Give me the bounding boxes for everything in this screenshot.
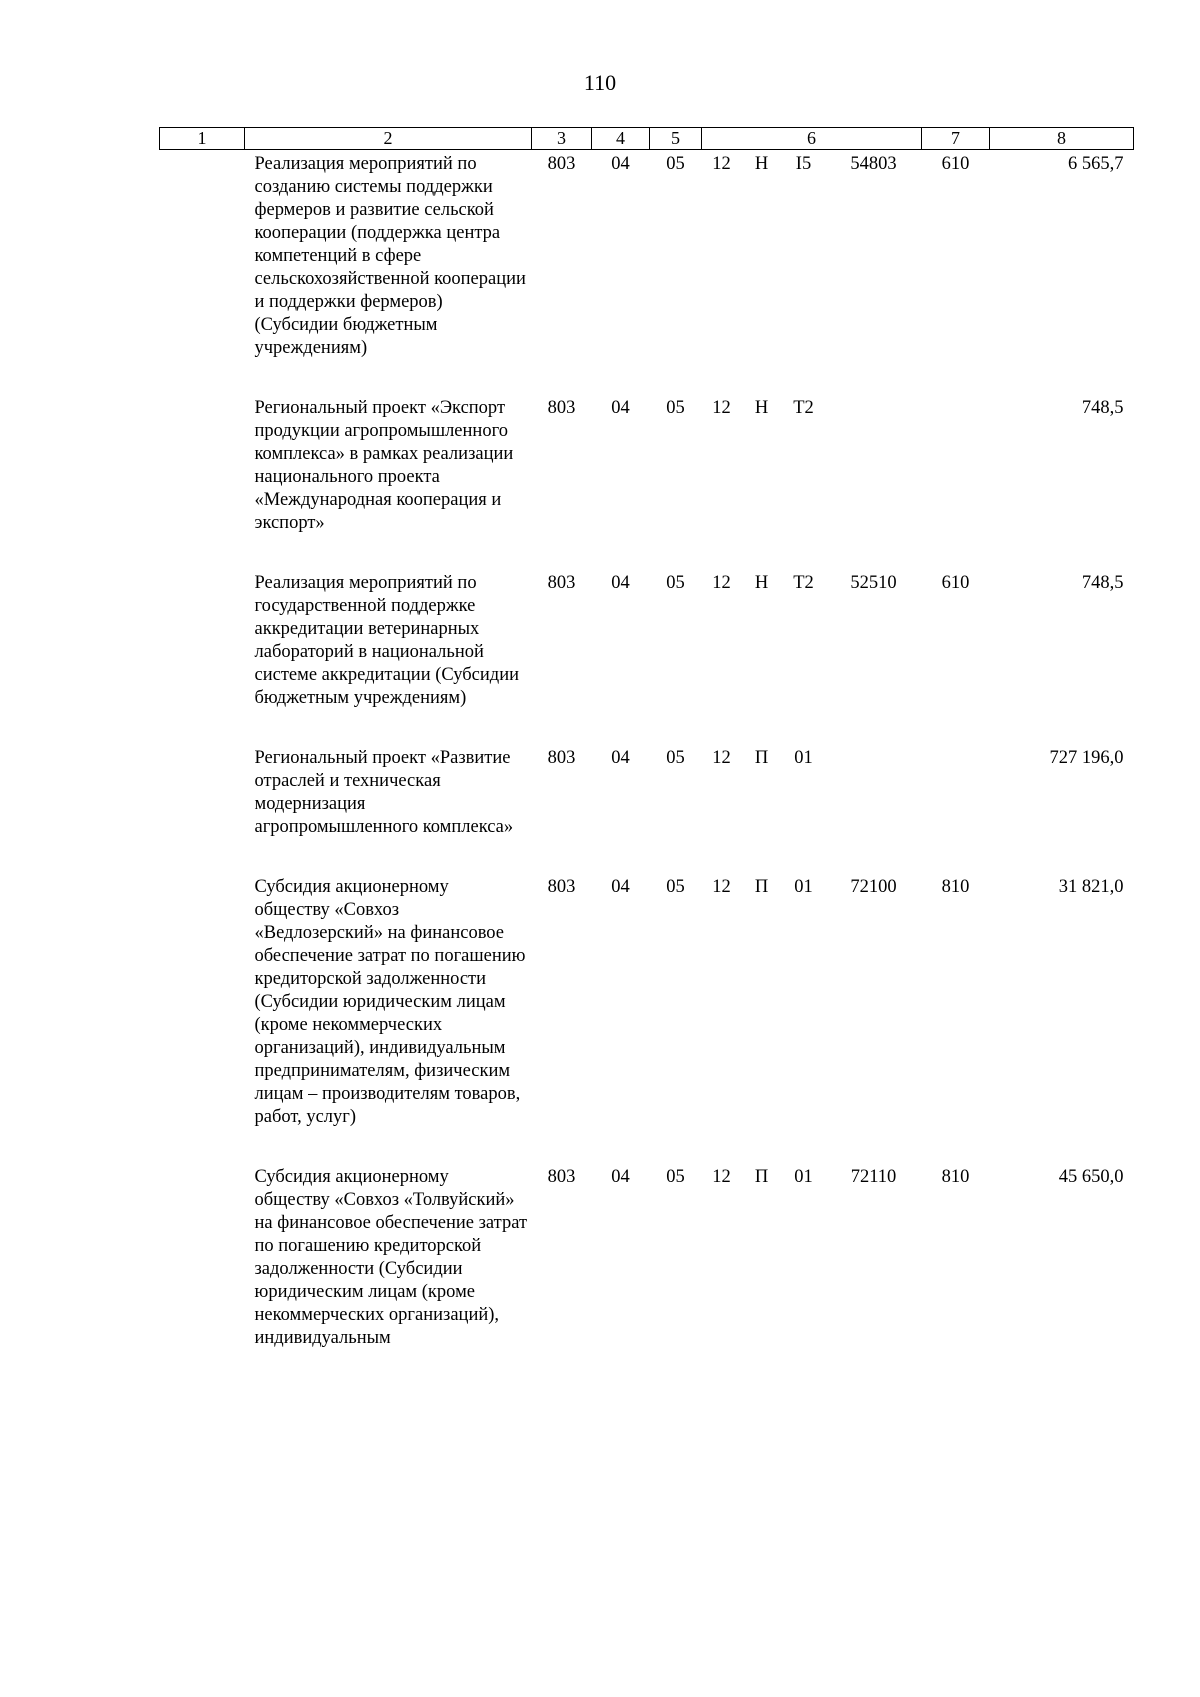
row-number-cell [160,150,245,395]
row-program-code: 12 [712,748,731,768]
row-target-article [702,394,922,569]
row-program-code: 12 [712,398,731,418]
row-number-cell [160,1163,245,1384]
table-row [160,744,1134,873]
row-project-code: 01 [794,1167,813,1187]
row-subprogram-code: Н [754,154,769,174]
row-program-code: 12 [712,154,731,174]
header-col-1: 1 [160,128,245,150]
table-row [160,873,1134,1163]
row-description: Реализация мероприятий по государственной поддержке аккредитации ветеринарных лабораторий в национальной системе аккредитации (Субсидии бюджетным учреждениям) [254,573,520,708]
row-subprogram-code: Н [754,573,769,593]
budget-table [159,127,1134,1384]
row-subprogram-code: П [754,877,769,897]
row-number-cell [160,744,245,873]
row-direction-code: 52510 [850,573,897,593]
row-code-subsection: 05 [666,398,685,418]
row-target-article [702,150,922,395]
row-code-subsection: 05 [666,1167,685,1187]
row-target-article [702,569,922,744]
table-header-row [160,128,1134,150]
row-description: Субсидия акционерному обществу «Совхоз «Ведлозерский» на финансовое обеспечение затрат по погашению кредиторской задолженности (Субсидии юридическим лицам (кроме некоммерческих организаций), индивидуальным предпринимателям, физическим лицам – производителям товаров, работ, услуг) [254,877,526,1127]
row-project-code: 01 [794,748,813,768]
table-row [160,394,1134,569]
row-code-subsection: 05 [666,573,685,593]
header-col-3: 3 [532,128,592,150]
row-amount: 6 565,7 [1068,154,1124,174]
row-project-code: I5 [795,154,812,174]
row-project-code: Т2 [793,398,814,418]
header-col-6: 6 [702,128,922,150]
row-code-ministry: 803 [547,748,576,768]
row-code-ministry: 803 [547,573,576,593]
row-code-section: 04 [611,1167,630,1187]
table-row [160,1163,1134,1384]
row-code-section: 04 [611,398,630,418]
row-code-ministry: 803 [547,877,576,897]
row-direction-code: 72110 [850,1167,897,1187]
row-number-cell [160,394,245,569]
row-description: Реализация мероприятий по созданию системы поддержки фермеров и развитие сельской кооперации (поддержка центра компетенций в сфере сельскохозяйственной кооперации и поддержки фермеров) (Субсидии бюджетным учреждениям) [254,154,526,358]
row-code-subsection: 05 [666,748,685,768]
row-code-subsection: 05 [666,877,685,897]
table-row [160,150,1134,395]
row-direction-code [826,397,922,420]
row-number-cell [160,873,245,1163]
row-expense-type: 810 [941,1167,970,1187]
row-target-article [702,873,922,1163]
row-program-code: 12 [712,877,731,897]
row-amount: 748,5 [1081,573,1124,593]
row-direction-code: 72100 [850,877,897,897]
header-col-8: 8 [990,128,1134,150]
row-code-section: 04 [611,748,630,768]
row-expense-type [922,394,990,569]
row-subprogram-code: П [754,1167,769,1187]
row-code-ministry: 803 [547,154,576,174]
row-target-article [702,744,922,873]
row-amount: 727 196,0 [1049,748,1124,768]
row-description: Региональный проект «Развитие отраслей и техническая модернизация агропромышленного комплекса» [254,748,514,837]
row-project-code: Т2 [793,573,814,593]
row-expense-type: 610 [941,154,970,174]
row-amount: 45 650,0 [1058,1167,1124,1187]
row-description: Региональный проект «Экспорт продукции агропромышленного комплекса» в рамках реализации национального проекта «Международная кооперация и экспорт» [254,398,514,533]
row-expense-type: 610 [941,573,970,593]
row-subprogram-code: П [754,748,769,768]
row-code-ministry: 803 [547,1167,576,1187]
header-col-4: 4 [592,128,650,150]
row-direction-code: 54803 [850,154,897,174]
row-program-code: 12 [712,573,731,593]
row-direction-code [826,747,922,770]
row-subprogram-code: Н [754,398,769,418]
page-number: 110 [583,70,617,95]
row-target-article [702,1163,922,1384]
header-col-5: 5 [650,128,702,150]
header-col-2: 2 [245,128,532,150]
row-code-section: 04 [611,154,630,174]
row-expense-type [922,744,990,873]
row-project-code: 01 [794,877,813,897]
row-code-subsection: 05 [666,154,685,174]
row-code-section: 04 [611,877,630,897]
row-description: Субсидия акционерному обществу «Совхоз «Толвуйский» на финансовое обеспечение затрат по погашению кредиторской задолженности (Субсидии юридическим лицам (кроме некоммерческих организаций), индивидуальным [254,1167,528,1348]
row-program-code: 12 [712,1167,731,1187]
row-amount: 31 821,0 [1058,877,1124,897]
table-row [160,569,1134,744]
row-code-section: 04 [611,573,630,593]
row-number-cell [160,569,245,744]
row-expense-type: 810 [941,877,970,897]
row-code-ministry: 803 [547,398,576,418]
row-amount: 748,5 [1081,398,1124,418]
header-col-7: 7 [922,128,990,150]
